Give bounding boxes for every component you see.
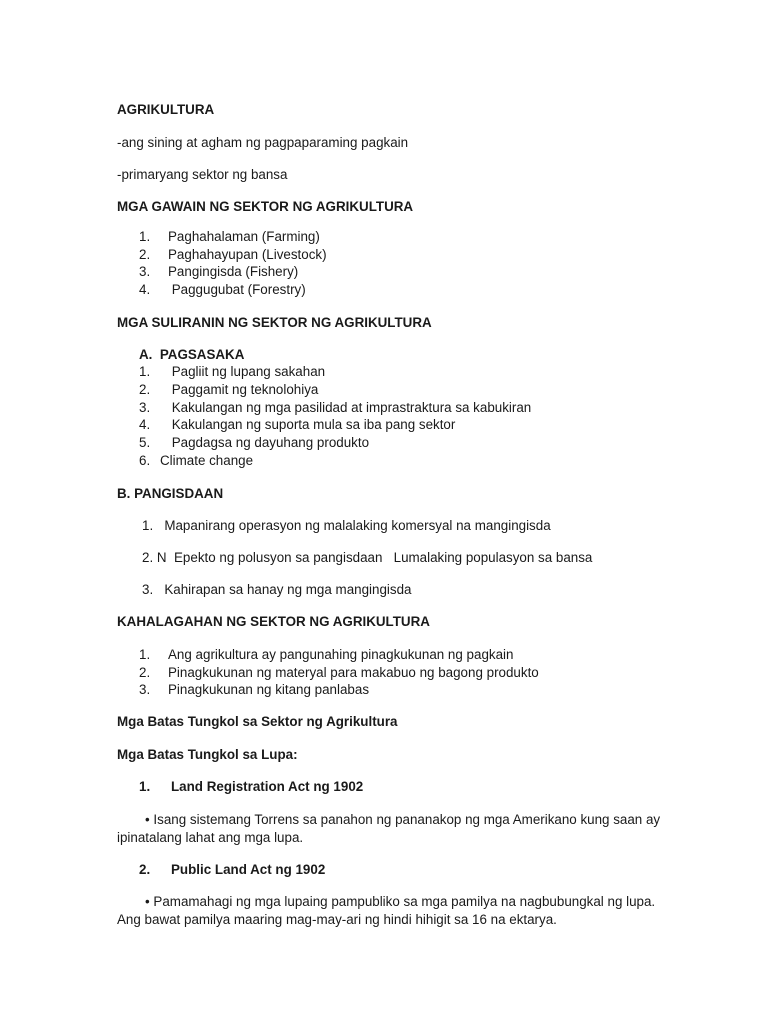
lupa-heading: Mga Batas Tungkol sa Lupa: xyxy=(117,747,298,762)
law-description: • Isang sistemang Torrens sa panahon ng pananakop ng mga Amerikano kung saan ay xyxy=(145,812,661,827)
list-item: 3. Pangingisda (Fishery) xyxy=(139,264,299,279)
document-title: AGRIKULTURA xyxy=(117,102,215,117)
list-item: 4. Kakulangan ng suporta mula sa iba pang sektor xyxy=(139,417,456,432)
law-description-continued: Ang bawat pamilya maaring mag-may-ari ng hindi hihigit sa 16 na ektarya. xyxy=(117,912,557,927)
list-item: 4. Paggugubat (Forestry) xyxy=(139,282,306,297)
list-item: 1. Mapanirang operasyon ng malalaking komersyal na mangingisda xyxy=(142,518,551,533)
list-item: 3. Kakulangan ng mga pasilidad at imprastraktura sa kabukiran xyxy=(139,400,532,415)
list-item: 3. Kahirapan sa hanay ng mga mangingisda xyxy=(142,582,412,597)
batas-heading: Mga Batas Tungkol sa Sektor ng Agrikultura xyxy=(117,714,398,729)
list-item: 2. Pinagkukunan ng materyal para makabuo ng bagong produkto xyxy=(139,665,539,680)
list-item: 2. Paghahayupan (Livestock) xyxy=(139,247,327,262)
suliranin-heading: MGA SULIRANIN NG SEKTOR NG AGRIKULTURA xyxy=(117,315,432,330)
definition-1: -ang sining at agham ng pagpaparaming pagkain xyxy=(117,135,409,150)
list-item: 3. Pinagkukunan ng kitang panlabas xyxy=(139,682,370,697)
pagsasaka-subheading: A. PAGSASAKA xyxy=(139,347,245,362)
law-title: 1. Land Registration Act ng 1902 xyxy=(139,779,364,794)
pangisdaan-heading: B. PANGISDAAN xyxy=(117,486,224,501)
law-description: • Pamamahagi ng mga lupaing pampubliko sa mga pamilya na nagbubungkal ng lupa. xyxy=(145,894,656,909)
gawain-heading: MGA GAWAIN NG SEKTOR NG AGRIKULTURA xyxy=(117,199,414,214)
kahalagahan-heading: KAHALAGAHAN NG SEKTOR NG AGRIKULTURA xyxy=(117,614,430,629)
list-item: 1. Ang agrikultura ay pangunahing pinagkukunan ng pagkain xyxy=(139,647,514,662)
list-item: 6. Climate change xyxy=(139,453,254,468)
definition-2: -primaryang sektor ng bansa xyxy=(117,167,288,182)
list-item: 1. Pagliit ng lupang sakahan xyxy=(139,364,326,379)
list-item: 2. Paggamit ng teknolohiya xyxy=(139,382,319,397)
list-item: 1. Paghahalaman (Farming) xyxy=(139,229,320,244)
list-item: 5. Pagdagsa ng dayuhang produkto xyxy=(139,435,370,450)
law-description-continued: ipinatalang lahat ang mga lupa. xyxy=(117,830,304,845)
law-title: 2. Public Land Act ng 1902 xyxy=(139,862,326,877)
list-item: 2. N Epekto ng polusyon sa pangisdaan Lumalaking populasyon sa bansa xyxy=(142,550,593,565)
